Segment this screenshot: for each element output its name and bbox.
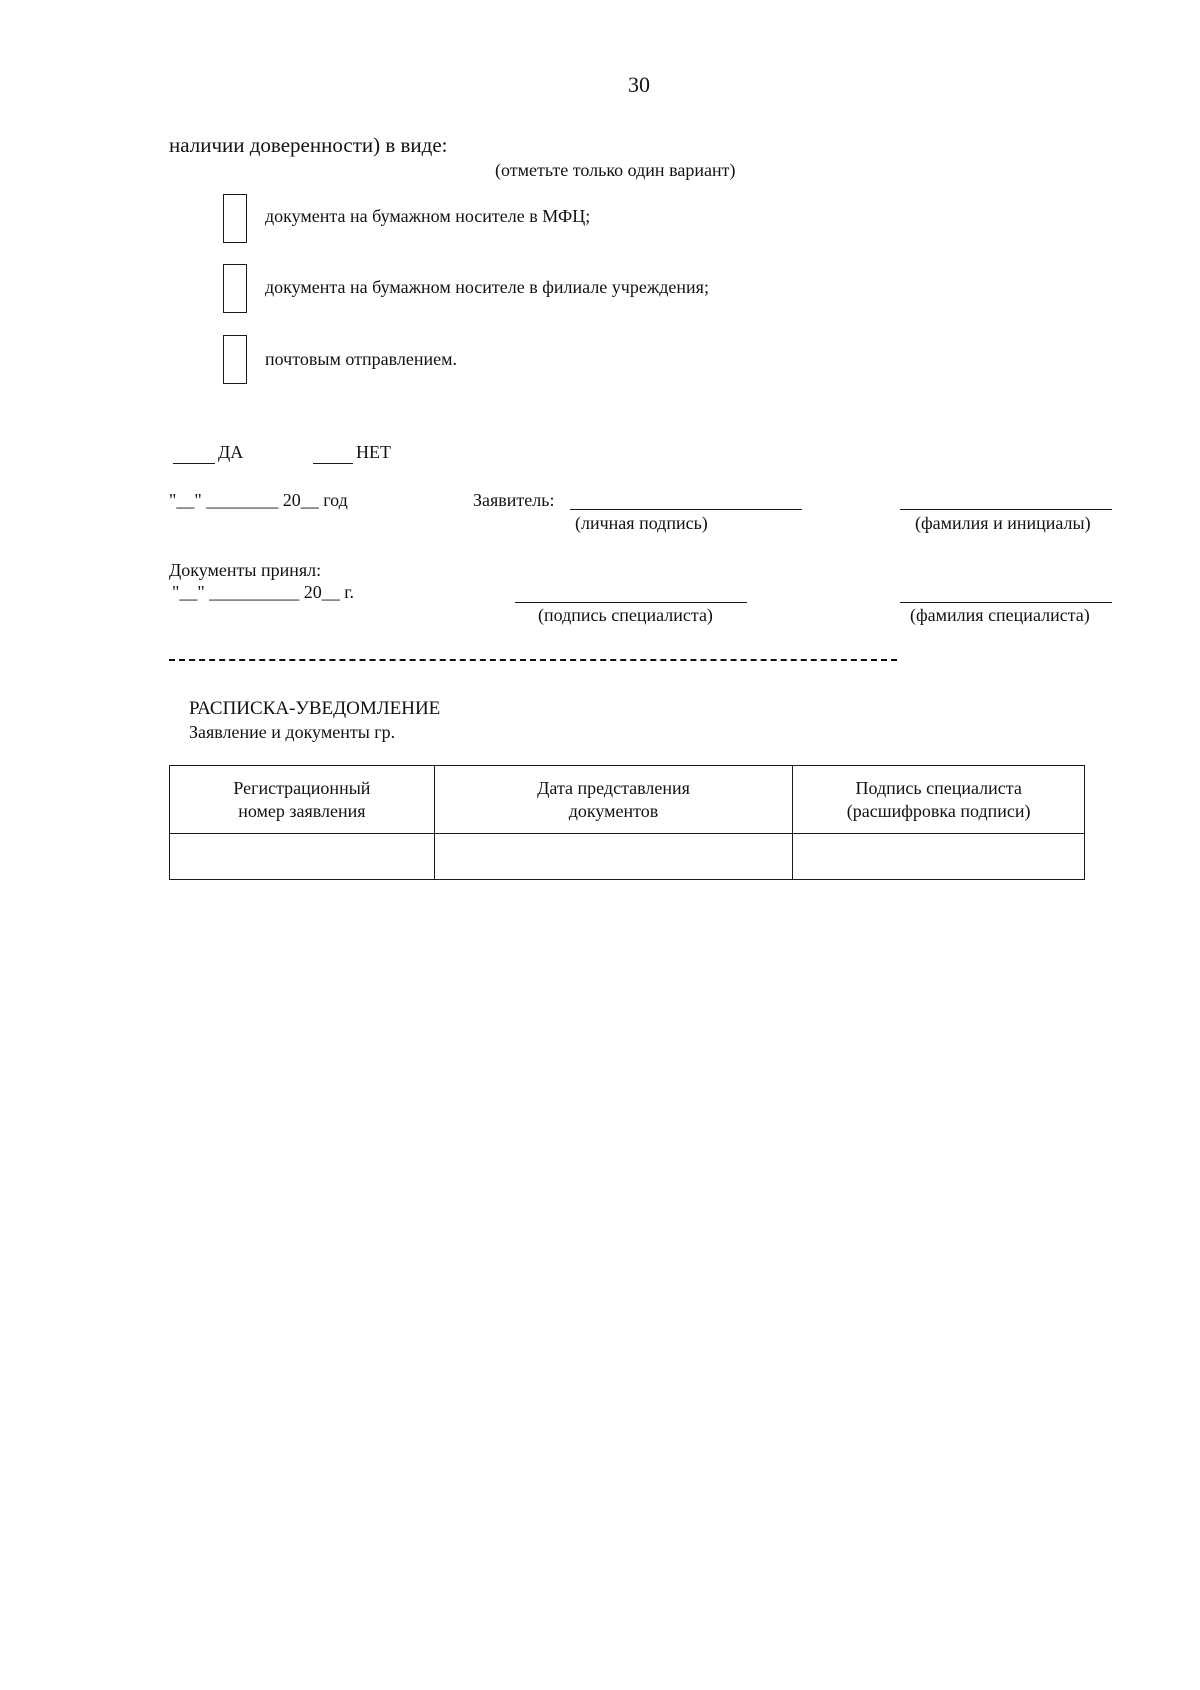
table-cell-submission-date[interactable] (434, 834, 793, 880)
table-header-cell (170, 766, 435, 834)
option-label-mail: почтовым отправлением. (265, 349, 457, 369)
applicant-signature-caption: (личная подпись) (575, 513, 708, 533)
table-header-row (170, 766, 1085, 834)
table-cell-specialist-signature[interactable] (793, 834, 1085, 880)
cut-line (169, 659, 897, 661)
accepted-date: "__" __________ 20__ г. (172, 582, 355, 602)
specialist-signature-line[interactable] (515, 602, 747, 603)
specialist-name-caption: (фамилия специалиста) (910, 605, 1090, 625)
option-checkbox-mfc[interactable] (223, 194, 247, 243)
receipt-title: РАСПИСКА-УВЕДОМЛЕНИЕ (189, 698, 441, 719)
no-label: НЕТ (356, 442, 391, 462)
intro-text: наличии доверенности) в виде: (169, 133, 448, 157)
hint-text: (отметьте только один вариант) (495, 160, 736, 180)
yes-blank[interactable] (173, 463, 215, 464)
option-checkbox-mail[interactable] (223, 335, 247, 384)
header-registration-number: Регистрационный номер заявления (233, 777, 371, 821)
yes-label: ДА (218, 442, 244, 462)
option-checkbox-branch[interactable] (223, 264, 247, 313)
table-cell-registration-number[interactable] (170, 834, 435, 880)
applicant-signature-line[interactable] (570, 509, 802, 510)
applicant-label: Заявитель: (473, 490, 555, 510)
table-header-cell (793, 766, 1085, 834)
accepted-label: Документы принял: (169, 560, 322, 580)
specialist-signature-caption: (подпись специалиста) (538, 605, 713, 625)
header-specialist-signature: Подпись специалиста (расшифровка подписи) (846, 777, 1031, 821)
no-blank[interactable] (313, 463, 353, 464)
receipt-table (169, 765, 1085, 880)
table-row (170, 834, 1085, 880)
table-header-cell (434, 766, 793, 834)
option-label-branch: документа на бумажном носителе в филиале учреждения; (265, 277, 709, 297)
header-submission-date: Дата представления документов (537, 777, 690, 821)
specialist-name-line[interactable] (900, 602, 1112, 603)
receipt-subtitle: Заявление и документы гр. (189, 722, 396, 742)
page-number: 30 (628, 72, 650, 97)
applicant-name-caption: (фамилия и инициалы) (915, 513, 1091, 533)
option-label-mfc: документа на бумажном носителе в МФЦ; (265, 206, 591, 226)
applicant-date: "__" ________ 20__ год (169, 490, 348, 510)
applicant-name-line[interactable] (900, 509, 1112, 510)
